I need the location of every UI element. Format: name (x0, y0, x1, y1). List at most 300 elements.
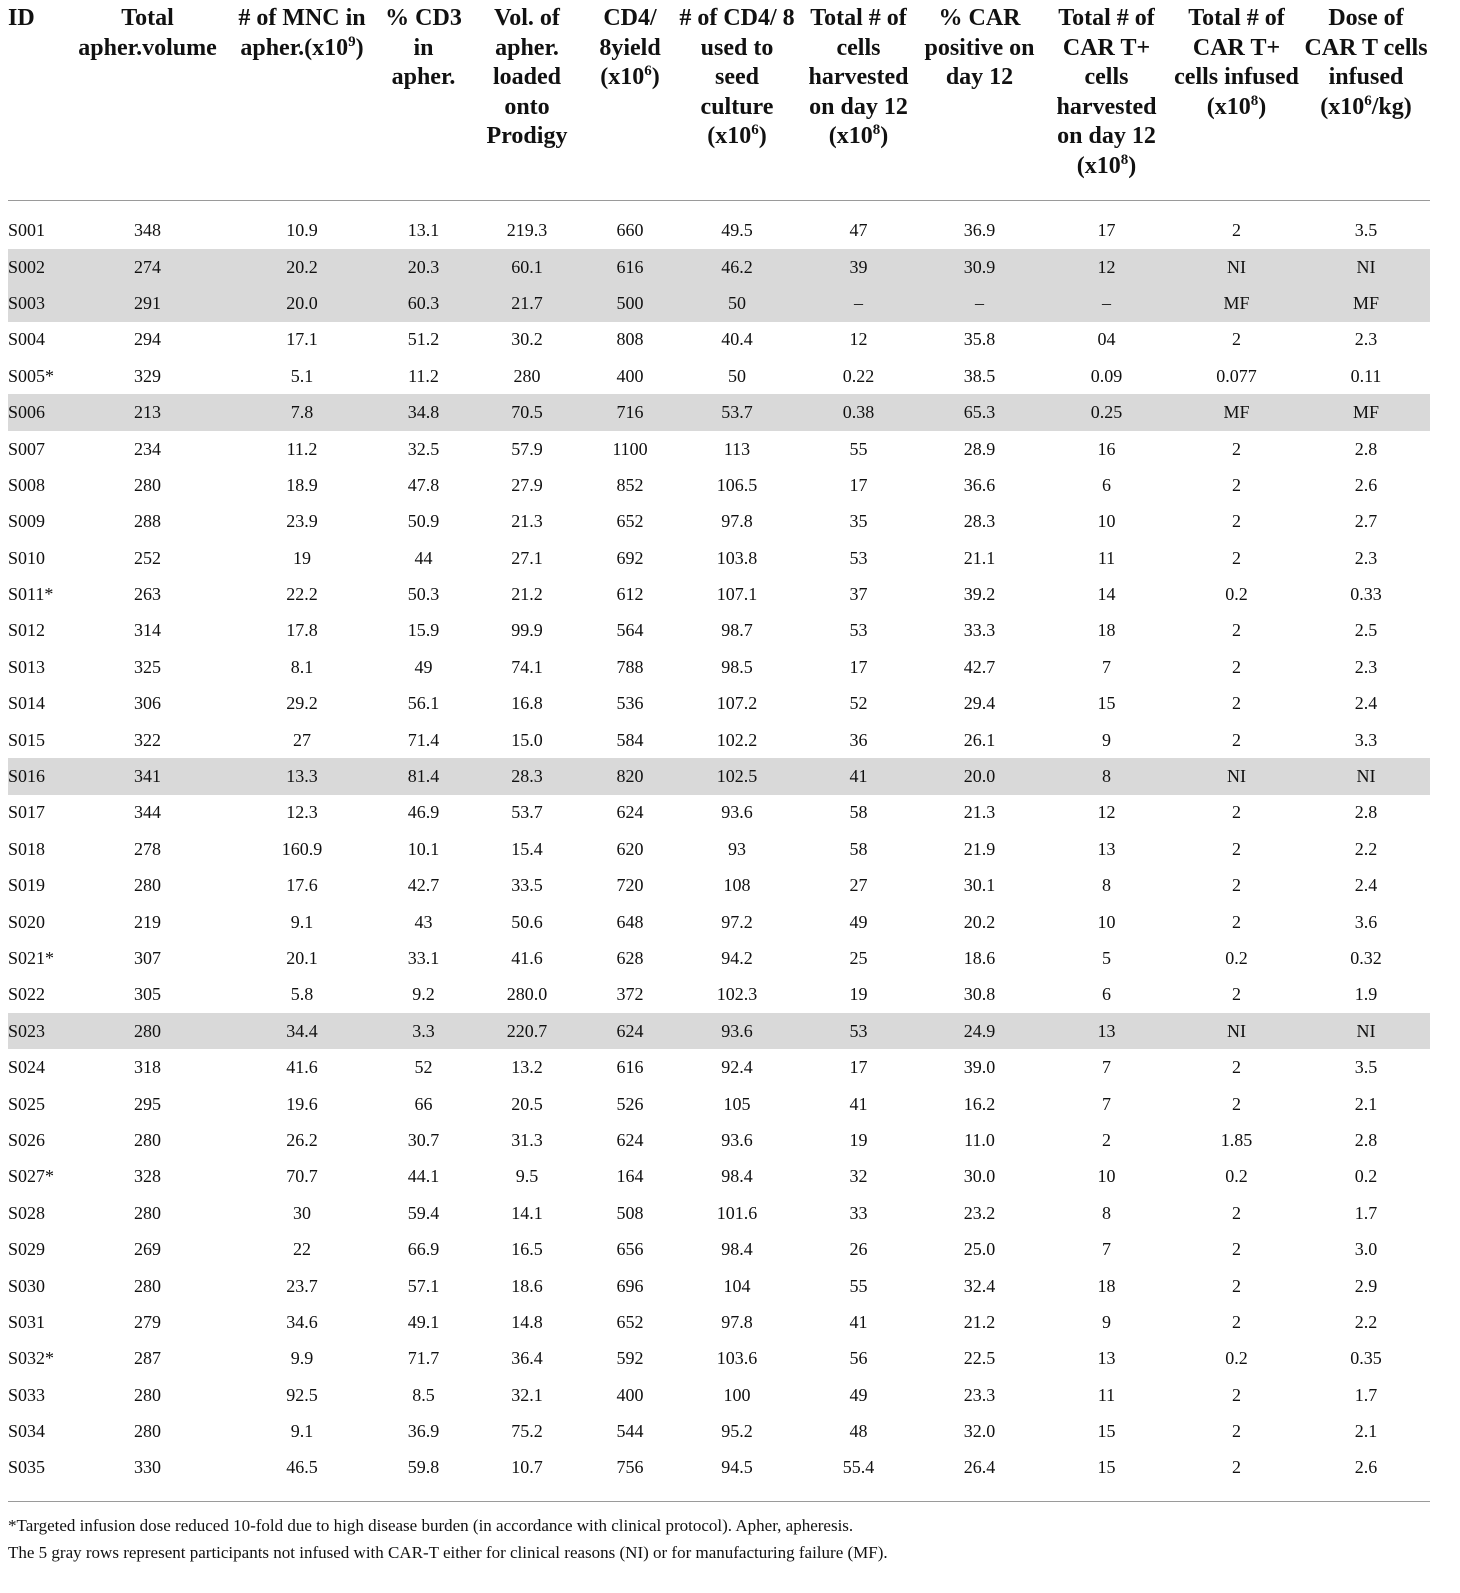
table-cell-car: 30.1 (963, 875, 996, 896)
table-cell-car: – (917, 285, 1042, 321)
table-cell-dose: NI (1302, 249, 1430, 285)
table-cell-total_apher: 280 (134, 1421, 161, 1442)
table-cell-vol: 27.1 (511, 547, 543, 568)
table-cell-harv: 33 (849, 1202, 868, 1223)
column-header-exponent: 8 (1120, 151, 1129, 168)
table-row (8, 686, 1430, 722)
table-cell-car: 20.0 (917, 758, 1042, 794)
table-cell-cart_i: 0.2 (1225, 1348, 1248, 1369)
data-table (8, 0, 1430, 1486)
table-cell-cart_i: 2 (1232, 1421, 1241, 1442)
table-cell-cd48: 696 (616, 1275, 644, 1296)
table-cell-dose: 2.6 (1354, 474, 1378, 495)
column-header-mnc (225, 0, 379, 200)
table-cell-harv: 26 (849, 1239, 868, 1260)
table-cell-mnc: 20.0 (225, 285, 379, 321)
table-cell-total_apher: 305 (134, 984, 161, 1005)
table-cell-mnc: 92.5 (286, 1384, 318, 1405)
table-cell-seed: 98.4 (721, 1166, 753, 1187)
table-cell-cd3: 10.1 (407, 838, 440, 859)
table-row (8, 322, 1430, 358)
table-cell-cart_h: 17 (1097, 220, 1116, 241)
table-cell-vol: 75.2 (511, 1421, 543, 1442)
table-cell-cd3: 51.2 (407, 329, 440, 350)
table-cell-total_apher: 234 (134, 438, 161, 459)
table-cell-mnc: 12.3 (286, 802, 318, 823)
table-cell-cart_i: 2 (1232, 1275, 1241, 1296)
table-cell-seed: 98.7 (721, 620, 753, 641)
table-cell-cd3: 59.4 (407, 1202, 440, 1223)
table-cell-harv: 41 (800, 758, 917, 794)
table-cell-dose: 0.35 (1350, 1348, 1382, 1369)
table-cell-cart_i: 2 (1232, 1057, 1241, 1078)
participant-id-cell: S005* (8, 365, 55, 386)
footnote-line-2: The 5 gray rows represent participants not infused with CAR-T either for clinical reasons (NI) or for manufacturing failure (MF). (8, 1543, 888, 1562)
table-cell-dose: 2.8 (1354, 438, 1378, 459)
table-cell-cd48: 526 (616, 1093, 644, 1114)
participant-id-cell: S020 (8, 911, 46, 932)
table-cell-cart_h: 15 (1097, 1457, 1116, 1478)
table-cell-harv: 58 (849, 838, 868, 859)
table-cell-cart_i: 2 (1232, 1311, 1241, 1332)
column-header-seed (674, 0, 800, 200)
table-cell-total_apher: 263 (134, 584, 161, 605)
table-cell-car: 30.0 (963, 1166, 996, 1187)
table-cell-cart_h: 13 (1042, 1013, 1171, 1049)
table-cell-total_apher: 280 (134, 875, 161, 896)
table-cell-dose: 3.5 (1354, 1057, 1378, 1078)
table-cell-harv: 25 (849, 948, 868, 968)
table-cell-cd48: 612 (616, 584, 644, 605)
table-cell-cart_i: 2 (1232, 1239, 1241, 1260)
table-cell-cd48: 624 (616, 1129, 644, 1150)
table-cell-harv: 47 (849, 220, 868, 241)
table-cell-dose: 2.2 (1354, 838, 1378, 859)
table-footnotes (8, 1512, 1430, 1566)
table-cell-cart_i: NI (1171, 1013, 1302, 1049)
column-header-text: CD4/ 8yield (x10 (599, 5, 661, 90)
table-row (8, 831, 1430, 867)
table-cell-vol: 99.9 (511, 620, 543, 641)
table-cell-seed: 50 (728, 365, 746, 386)
table-cell-dose: 1.7 (1354, 1384, 1378, 1405)
table-cell-mnc: 20.2 (225, 249, 379, 285)
table-cell-cd3: 60.3 (379, 285, 468, 321)
table-cell-seed: 98.4 (721, 1239, 753, 1260)
table-cell-seed: 94.2 (721, 948, 753, 968)
table-cell-car: 42.7 (963, 656, 996, 677)
table-cell-car: 21.2 (963, 1311, 996, 1332)
table-cell-cd3: 52 (414, 1057, 433, 1078)
table-row (8, 358, 1430, 394)
table-row (8, 540, 1430, 576)
participant-id-cell: S016 (8, 758, 70, 794)
table-cell-dose: 2.1 (1354, 1421, 1378, 1442)
table-cell-cart_i: 2 (1232, 802, 1241, 823)
table-cell-harv: 27 (849, 875, 868, 896)
table-cell-dose: 3.6 (1354, 911, 1378, 932)
table-cell-cart_i: 2 (1232, 911, 1241, 932)
table-cell-cd48: 808 (616, 329, 644, 350)
table-cell-vol: 13.2 (511, 1057, 543, 1078)
table-cell-vol: 74.1 (511, 656, 543, 677)
table-cell-vol: 15.0 (511, 729, 543, 750)
table-cell-total_apher: 307 (134, 948, 161, 968)
table-header (8, 0, 1430, 200)
table-cell-vol: 36.4 (511, 1348, 543, 1369)
participant-id-cell: S019 (8, 875, 46, 896)
table-cell-harv: 19 (849, 1129, 868, 1150)
table-cell-dose: 2.4 (1354, 693, 1378, 714)
participant-id-cell: S012 (8, 620, 46, 641)
table-cell-dose: 2.3 (1354, 547, 1378, 568)
table-cell-dose: 0.11 (1350, 365, 1382, 386)
participant-id-cell: S001 (8, 220, 46, 241)
table-cell-cart_h: 11 (1097, 547, 1116, 568)
table-cell-cd48: 1100 (612, 438, 648, 459)
table-cell-vol: 27.9 (511, 474, 543, 495)
table-cell-cart_i: 2 (1232, 547, 1241, 568)
table-cell-vol: 70.5 (468, 394, 586, 430)
table-cell-cd3: 71.4 (407, 729, 440, 750)
table-cell-cd3: 33.1 (407, 948, 440, 968)
table-cell-harv: 17 (849, 656, 868, 677)
table-cell-vol: 10.7 (511, 1457, 543, 1478)
table-cell-vol: 280 (513, 365, 541, 386)
table-cell-total_apher: 280 (134, 1202, 161, 1223)
participant-id-cell: S011* (8, 584, 54, 605)
table-row (8, 1413, 1430, 1449)
table-cell-total_apher: 274 (70, 249, 225, 285)
table-cell-dose: 1.7 (1354, 1202, 1378, 1223)
table-cell-cd48: 372 (616, 984, 644, 1005)
table-cell-cd3: 3.3 (379, 1013, 468, 1049)
table-cell-cd48: 564 (616, 620, 644, 641)
table-cell-cd48: 544 (616, 1421, 644, 1442)
table-cell-dose: 3.5 (1354, 220, 1378, 241)
table-cell-cart_h: 6 (1102, 474, 1111, 495)
table-cell-total_apher: 280 (134, 1384, 161, 1405)
table-cell-cd48: 584 (616, 729, 644, 750)
table-row (8, 1268, 1430, 1304)
table-cell-vol: 21.7 (468, 285, 586, 321)
header-row (8, 0, 1430, 200)
table-cell-mnc: 9.9 (290, 1348, 314, 1369)
column-header-suffix: ) (651, 64, 660, 90)
table-cell-cd3: 66 (414, 1093, 433, 1114)
table-cell-cart_h: 15 (1097, 693, 1116, 714)
table-cell-vol: 14.8 (511, 1311, 543, 1332)
table-cell-car: 24.9 (917, 1013, 1042, 1049)
table-cell-harv: 32 (849, 1166, 868, 1187)
data-table-container (8, 0, 1430, 1486)
participant-id-cell: S034 (8, 1421, 46, 1442)
table-cell-seed: 102.5 (674, 758, 800, 794)
table-cell-cd3: 43 (414, 911, 433, 932)
column-header-total_apher (70, 0, 225, 200)
table-cell-total_apher: 280 (70, 1013, 225, 1049)
table-row (8, 1304, 1430, 1340)
table-cell-car: 30.8 (963, 984, 996, 1005)
table-cell-cd48: 692 (616, 547, 644, 568)
table-cell-cart_i: 2 (1232, 656, 1241, 677)
table-cell-dose: 2.8 (1354, 802, 1378, 823)
table-cell-seed: 98.5 (721, 656, 753, 677)
table-cell-total_apher: 344 (134, 802, 161, 823)
table-cell-cd48: 852 (616, 474, 644, 495)
table-cell-car: 33.3 (963, 620, 996, 641)
table-cell-dose: 2.3 (1354, 329, 1378, 350)
table-cell-vol: 30.2 (511, 329, 543, 350)
table-cell-total_apher: 291 (70, 285, 225, 321)
table-cell-cd3: 49 (414, 656, 433, 677)
table-cell-cd3: 71.7 (407, 1348, 440, 1369)
table-cell-cd3: 46.9 (407, 802, 440, 823)
column-header-cd3 (379, 0, 468, 200)
table-cell-cart_h: 8 (1042, 758, 1171, 794)
column-header-text: # of CD4/ 8 used to seed culture (x10 (679, 5, 795, 149)
table-cell-harv: 56 (849, 1348, 868, 1369)
column-header-cart_h (1042, 0, 1171, 200)
table-cell-cd48: 500 (586, 285, 674, 321)
table-cell-cart_i: 2 (1232, 1457, 1241, 1478)
table-cell-harv: – (800, 285, 917, 321)
table-cell-cd3: 9.2 (412, 984, 435, 1005)
table-cell-harv: 55 (849, 1275, 868, 1296)
table-cell-mnc: 23.7 (286, 1275, 318, 1296)
table-cell-mnc: 17.8 (286, 620, 318, 641)
table-cell-cart_i: 2 (1232, 1384, 1241, 1405)
participant-id-cell: S002 (8, 249, 70, 285)
table-cell-cart_i: 2 (1232, 1202, 1241, 1223)
table-cell-vol: 20.5 (511, 1093, 543, 1114)
table-cell-car: 28.3 (963, 511, 996, 532)
table-cell-vol: 21.2 (511, 584, 543, 605)
table-cell-vol: 31.3 (511, 1129, 543, 1150)
table-row (8, 904, 1430, 940)
table-cell-seed: 93.6 (721, 802, 753, 823)
column-header-suffix: ) (758, 123, 767, 149)
column-header-cd48 (586, 0, 674, 200)
table-cell-total_apher: 252 (134, 547, 161, 568)
table-cell-mnc: 34.4 (225, 1013, 379, 1049)
table-cell-total_apher: 288 (134, 511, 161, 532)
participant-id-cell: S017 (8, 802, 46, 823)
table-cell-cart_i: 2 (1232, 474, 1241, 495)
table-cell-cart_h: 7 (1102, 1057, 1111, 1078)
table-cell-cd3: 50.9 (407, 511, 440, 532)
column-header-text: % CAR positive on day 12 (924, 5, 1035, 90)
table-cell-cart_h: 10 (1097, 511, 1116, 532)
table-cell-cart_i: 1.85 (1220, 1129, 1253, 1150)
table-cell-cart_h: 7 (1102, 656, 1111, 677)
table-cell-harv: 58 (849, 802, 868, 823)
table-cell-dose: 2.5 (1354, 620, 1378, 641)
table-cell-mnc: 23.9 (286, 511, 318, 532)
column-header-exponent: 6 (751, 122, 759, 138)
table-cell-seed: 107.1 (716, 584, 758, 605)
table-cell-total_apher: 278 (134, 838, 161, 859)
participant-id-cell: S024 (8, 1057, 46, 1078)
table-cell-harv: 53 (800, 1013, 917, 1049)
table-cell-dose: 0.32 (1350, 948, 1382, 968)
table-cell-seed: 106.5 (716, 474, 758, 495)
table-cell-cart_i: 2 (1232, 329, 1241, 350)
column-header-suffix: ) (355, 34, 364, 61)
table-cell-car: 39.2 (963, 584, 996, 605)
table-cell-harv: 49 (849, 1384, 868, 1405)
table-cell-cart_h: 0.25 (1042, 394, 1171, 430)
table-cell-vol: 14.1 (511, 1202, 543, 1223)
table-cell-seed: 102.2 (716, 729, 758, 750)
table-cell-cart_h: 9 (1102, 1311, 1111, 1332)
table-cell-dose: 2.2 (1354, 1311, 1378, 1332)
table-row (8, 1231, 1430, 1267)
table-cell-cart_h: 18 (1097, 620, 1116, 641)
table-cell-harv: 52 (849, 693, 868, 714)
table-row (8, 467, 1430, 503)
table-body (8, 200, 1430, 1486)
table-cell-mnc: 19 (293, 547, 311, 568)
participant-id-cell: S010 (8, 547, 46, 568)
table-cell-total_apher: 348 (134, 220, 161, 241)
table-cell-cd48: 720 (616, 875, 644, 896)
table-cell-harv: 0.22 (842, 365, 875, 386)
table-cell-mnc: 7.8 (225, 394, 379, 430)
table-row (8, 394, 1430, 430)
table-cell-cd48: 592 (616, 1348, 644, 1369)
table-cell-cd48: 756 (616, 1457, 644, 1478)
table-cell-seed: 49.5 (721, 220, 753, 241)
header-spacer (8, 200, 1430, 213)
table-cell-cart_h: 10 (1097, 911, 1116, 932)
table-cell-dose: 2.1 (1354, 1093, 1378, 1114)
table-cell-vol: 16.5 (511, 1239, 543, 1260)
table-cell-vol: 60.1 (468, 249, 586, 285)
table-row (8, 213, 1430, 249)
table-cell-dose: NI (1302, 758, 1430, 794)
participant-id-cell: S013 (8, 656, 46, 677)
table-row (8, 1450, 1430, 1486)
participant-id-cell: S018 (8, 838, 46, 859)
table-cell-cd48: 616 (616, 1057, 644, 1078)
table-cell-total_apher: 280 (134, 1129, 161, 1150)
table-cell-cd48: 656 (616, 1239, 644, 1260)
table-cell-cd3: 47.8 (407, 474, 440, 495)
table-cell-mnc: 29.2 (286, 693, 318, 714)
participant-id-cell: S007 (8, 438, 46, 459)
table-cell-car: 32.4 (963, 1275, 996, 1296)
table-cell-harv: 12 (849, 329, 868, 350)
table-cell-vol: 18.6 (511, 1275, 543, 1296)
table-cell-cart_h: 2 (1102, 1129, 1111, 1150)
table-cell-cart_i: 2 (1232, 620, 1241, 641)
table-cell-total_apher: 306 (134, 693, 161, 714)
table-cell-cart_i: 0.2 (1225, 1166, 1248, 1187)
table-cell-total_apher: 294 (134, 329, 161, 350)
table-cell-cd3: 42.7 (407, 875, 440, 896)
table-cell-seed: 92.4 (721, 1057, 753, 1078)
table-row (8, 722, 1430, 758)
table-cell-mnc: 160.9 (281, 838, 323, 859)
table-cell-mnc: 20.1 (286, 948, 318, 968)
table-cell-seed: 40.4 (721, 329, 753, 350)
table-cell-cart_h: 11 (1097, 1384, 1116, 1405)
table-cell-total_apher: 330 (134, 1457, 161, 1478)
table-row (8, 1377, 1430, 1413)
participant-id-cell: S022 (8, 984, 46, 1005)
table-cell-cart_i: NI (1171, 249, 1302, 285)
participant-id-cell: S014 (8, 693, 46, 714)
table-cell-seed: 93.6 (674, 1013, 800, 1049)
table-cell-cart_h: 6 (1102, 984, 1111, 1005)
table-cell-car: 26.1 (963, 729, 996, 750)
table-cell-cd48: 788 (616, 656, 644, 677)
column-header-cart_i (1171, 0, 1302, 200)
table-cell-harv: 48 (849, 1421, 868, 1442)
table-cell-cart_h: 13 (1097, 1348, 1116, 1369)
table-cell-mnc: 9.1 (290, 1421, 314, 1442)
table-cell-mnc: 34.6 (286, 1311, 318, 1332)
table-cell-mnc: 10.9 (286, 220, 318, 241)
table-cell-vol: 15.4 (511, 838, 543, 859)
table-cell-mnc: 46.5 (286, 1457, 318, 1478)
table-cell-total_apher: 295 (134, 1093, 161, 1114)
table-row (8, 576, 1430, 612)
table-cell-car: 30.9 (917, 249, 1042, 285)
table-cell-harv: 55 (849, 438, 868, 459)
table-cell-mnc: 17.1 (286, 329, 318, 350)
table-cell-car: 39.0 (963, 1057, 996, 1078)
table-cell-vol: 53.7 (511, 802, 543, 823)
table-cell-dose: 1.9 (1354, 984, 1378, 1005)
table-cell-car: 23.3 (963, 1384, 996, 1405)
table-cell-mnc: 19.6 (286, 1093, 318, 1114)
table-cell-dose: 2.3 (1354, 656, 1378, 677)
table-cell-cd48: 660 (616, 220, 644, 241)
table-cell-cd48: 652 (616, 511, 644, 532)
participant-id-cell: S009 (8, 511, 46, 532)
table-cell-cart_h: 8 (1102, 1202, 1111, 1223)
table-cell-cd3: 30.7 (407, 1129, 440, 1150)
table-cell-vol: 57.9 (511, 438, 543, 459)
table-cell-mnc: 9.1 (290, 911, 314, 932)
table-cell-dose: NI (1302, 1013, 1430, 1049)
table-cell-cd48: 820 (586, 758, 674, 794)
table-cell-cart_h: 12 (1097, 802, 1116, 823)
participant-id-cell: S031 (8, 1311, 46, 1332)
table-cell-seed: 107.2 (716, 693, 758, 714)
table-cell-car: 65.3 (917, 394, 1042, 430)
table-cell-mnc: 27 (293, 729, 311, 750)
participant-id-cell: S026 (8, 1129, 46, 1150)
table-cell-dose: 3.3 (1354, 729, 1378, 750)
table-cell-total_apher: 213 (70, 394, 225, 430)
table-cell-cd3: 13.1 (407, 220, 440, 241)
table-cell-mnc: 11.2 (286, 438, 318, 459)
table-cell-mnc: 5.8 (290, 984, 314, 1005)
table-cell-car: 26.4 (963, 1457, 996, 1478)
table-cell-vol: 33.5 (511, 875, 543, 896)
table-cell-cart_i: 0.077 (1216, 365, 1257, 386)
participant-id-cell: S025 (8, 1093, 46, 1114)
participant-id-cell: S032* (8, 1348, 55, 1369)
table-cell-vol: 219.3 (506, 220, 548, 241)
table-cell-cart_i: MF (1171, 394, 1302, 430)
table-cell-car: 18.6 (963, 948, 996, 968)
table-cell-mnc: 26.2 (286, 1129, 318, 1150)
column-header-text: Dose of CAR T cells infused (x10 (1304, 5, 1428, 120)
